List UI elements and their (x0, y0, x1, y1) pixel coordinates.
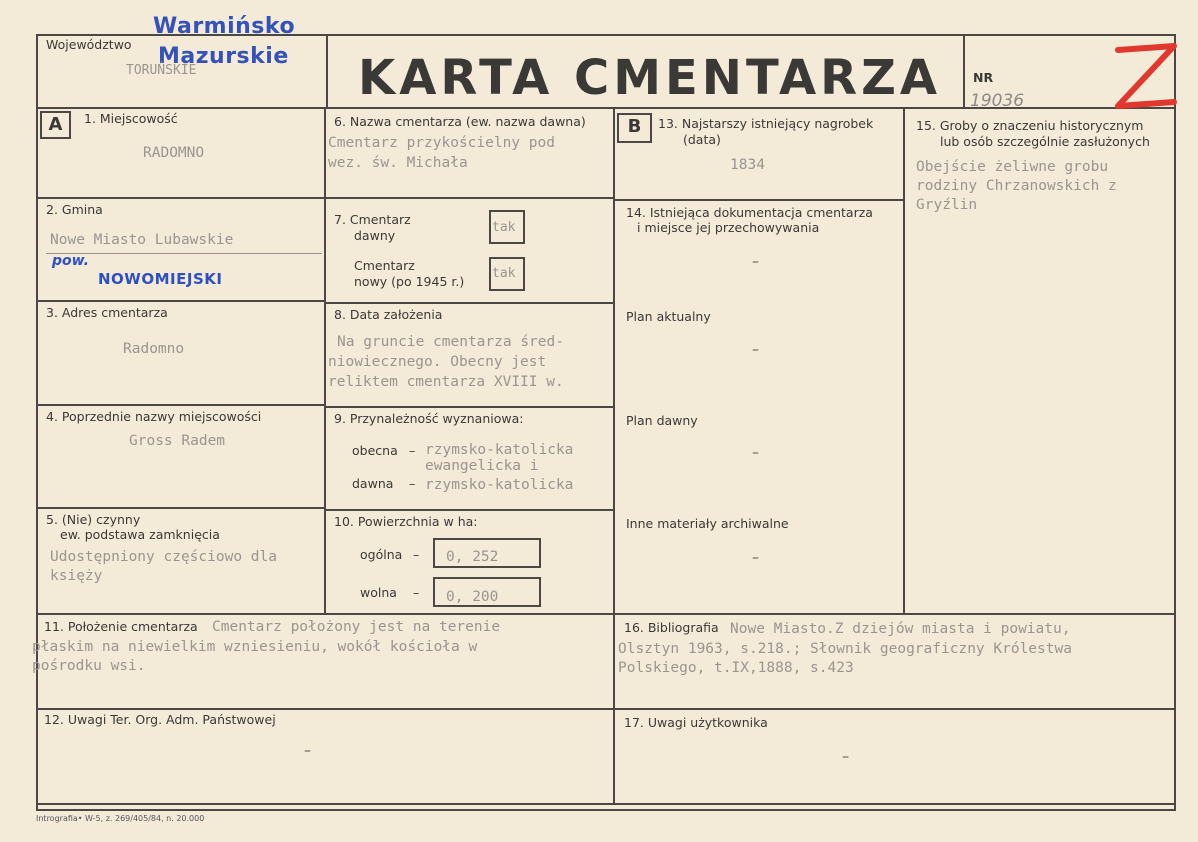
f13-label-1: 13. Najstarszy istniejący nagrobek (658, 116, 874, 131)
plan-dawny-value: – (752, 445, 759, 461)
wojewodztwo-label: Województwo (46, 37, 132, 52)
header-vline-1 (326, 34, 328, 107)
category-letter-z (1108, 40, 1178, 112)
m-row-line-2 (324, 302, 613, 304)
m-row-line-3 (324, 406, 613, 408)
f5-label-2: ew. podstawa zamknięcia (60, 527, 220, 542)
f10-ogolna-dash: – (413, 547, 420, 562)
f15-label-1: 15. Groby o znaczeniu historycznym (916, 118, 1144, 133)
f9-obecna-label: obecna (352, 443, 398, 458)
f8-value-1: Na gruncie cmentarza śred- (337, 334, 564, 350)
f14-label-1: 14. Istniejąca dokumentacja cmentarza (626, 205, 873, 220)
f2-hand-pow: pow. (52, 253, 89, 269)
f7-nowy-value: tak (492, 266, 516, 281)
f7-label-2: dawny (354, 228, 396, 243)
f15-value-1: Obejście żeliwne grobu (916, 159, 1109, 175)
printer-imprint: Intrografia• W-5, z. 269/405/84, n. 20.000 (36, 814, 205, 823)
f11-label: 11. Położenie cmentarza (44, 619, 198, 634)
m-row-line-4 (324, 509, 613, 511)
m-row-line-1 (324, 197, 613, 199)
f3-label: 3. Adres cmentarza (46, 305, 168, 320)
f16-value-1: Nowe Miasto.Z dziejów miasta i powiatu, (730, 621, 1071, 637)
f4-value: Gross Radem (129, 433, 226, 449)
col-vline-a (324, 107, 326, 613)
b-row-line-1 (613, 199, 903, 201)
f15-value-2: rodziny Chrzanowskich z (916, 178, 1117, 194)
nr-value: 19036 (970, 91, 1025, 111)
f16-value-3: Polskiego, t.IX,1888, s.423 (618, 660, 854, 676)
f1-value: RADOMNO (143, 145, 205, 161)
row-divider-remarks (36, 708, 1176, 710)
f8-value-2: niowiecznego. Obecny jest (328, 354, 547, 370)
f6-value-1: Cmentarz przykościelny pod (328, 135, 555, 151)
f11-value-3: pośrodku wsi. (32, 658, 146, 674)
plan-aktualny-label: Plan aktualny (626, 309, 711, 324)
wojewodztwo-stamp-line2: Mazurskie (158, 44, 289, 69)
f9-dawna-value: rzymsko-katolicka (425, 477, 574, 493)
f17-label: 17. Uwagi użytkownika (624, 715, 768, 730)
f4-label: 4. Poprzednie nazwy miejscowości (46, 409, 262, 424)
f5-value-2: księży (50, 568, 103, 584)
header-vline-2 (963, 34, 965, 107)
row-divider-bottom (36, 613, 1176, 615)
f13-value: 1834 (730, 157, 765, 173)
f6-label: 6. Nazwa cmentarza (ew. nazwa dawna) (334, 114, 586, 129)
f11-value-2: płaskim na niewielkim wzniesieniu, wokół kościoła w (32, 639, 478, 655)
f9-obecna-value-2: ewangelicka i (425, 458, 539, 474)
f10-wolna-label: wolna (360, 585, 397, 600)
f16-label: 16. Bibliografia (624, 620, 719, 635)
f2-hand-value: NOWOMIEJSKI (98, 270, 223, 288)
inne-materialy-value: – (752, 550, 759, 566)
f7b-label-2: nowy (po 1945 r.) (354, 274, 465, 289)
f7-dawny-value: tak (492, 220, 516, 235)
f10-wolna-dash: – (413, 585, 420, 600)
f10-label: 10. Powierzchnia w ha: (334, 514, 478, 529)
f8-label: 8. Data założenia (334, 307, 443, 322)
wojewodztwo-stamp-line1: Warmińsko (153, 14, 296, 39)
f15-label-2: lub osób szczególnie zasłużonych (940, 134, 1150, 149)
f15-value-3: Gryźlin (916, 197, 978, 213)
f9-obecna-dash: – (409, 443, 416, 458)
inne-materialy-label: Inne materiały archiwalne (626, 516, 789, 531)
f16-value-2: Olsztyn 1963, s.218.; Słownik geograficzny Królestwa (618, 641, 1072, 657)
f12-value: – (304, 743, 311, 759)
f13-label-2: (data) (683, 132, 721, 147)
f3-value: Radomno (123, 341, 185, 357)
f9-dawna-dash: – (409, 476, 416, 491)
f1-label: 1. Miejscowość (84, 111, 178, 126)
nr-label: NR (973, 70, 994, 85)
f9-obecna-value-1: rzymsko-katolicka (425, 442, 574, 458)
f5-label-1: 5. (Nie) czynny (46, 512, 141, 527)
a-row-line-3 (36, 404, 324, 406)
section-b-badge: B (617, 113, 652, 143)
plan-aktualny-value: – (752, 342, 759, 358)
f5-value-1: Udostępniony częściowo dla (50, 549, 277, 565)
f6-value-2: wez. św. Michała (328, 155, 468, 171)
f9-label: 9. Przynależność wyznaniowa: (334, 411, 524, 426)
f2-value: Nowe Miasto Lubawskie (50, 232, 234, 248)
f9-dawna-label: dawna (352, 476, 394, 491)
f14-label-2: i miejsce jej przechowywania (637, 220, 820, 235)
wojewodztwo-old-value: TORUŃSKIE (126, 63, 197, 78)
f12-label: 12. Uwagi Ter. Org. Adm. Państwowej (44, 712, 276, 727)
section-a-badge: A (40, 111, 71, 139)
footer-divider (36, 803, 1176, 805)
plan-dawny-label: Plan dawny (626, 413, 698, 428)
f7-label-1: 7. Cmentarz (334, 212, 411, 227)
col-vline-c (903, 107, 905, 613)
f2-label: 2. Gmina (46, 202, 103, 217)
a-row-line-4 (36, 507, 324, 509)
f7b-label-1: Cmentarz (354, 258, 415, 273)
a-row-line-1 (36, 197, 324, 199)
f11-value-1: Cmentarz położony jest na terenie (212, 619, 501, 635)
f10-ogolna-value: 0, 252 (446, 549, 499, 565)
f10-wolna-value: 0, 200 (446, 589, 499, 605)
a-row-line-2 (36, 300, 324, 302)
f17-value: – (842, 749, 849, 765)
card-title: KARTA CMENTARZA (358, 50, 942, 106)
f14-value: – (752, 254, 759, 270)
col-vline-b (613, 107, 615, 803)
f10-ogolna-label: ogólna (360, 547, 403, 562)
f8-value-3: reliktem cmentarza XVIII w. (328, 374, 564, 390)
